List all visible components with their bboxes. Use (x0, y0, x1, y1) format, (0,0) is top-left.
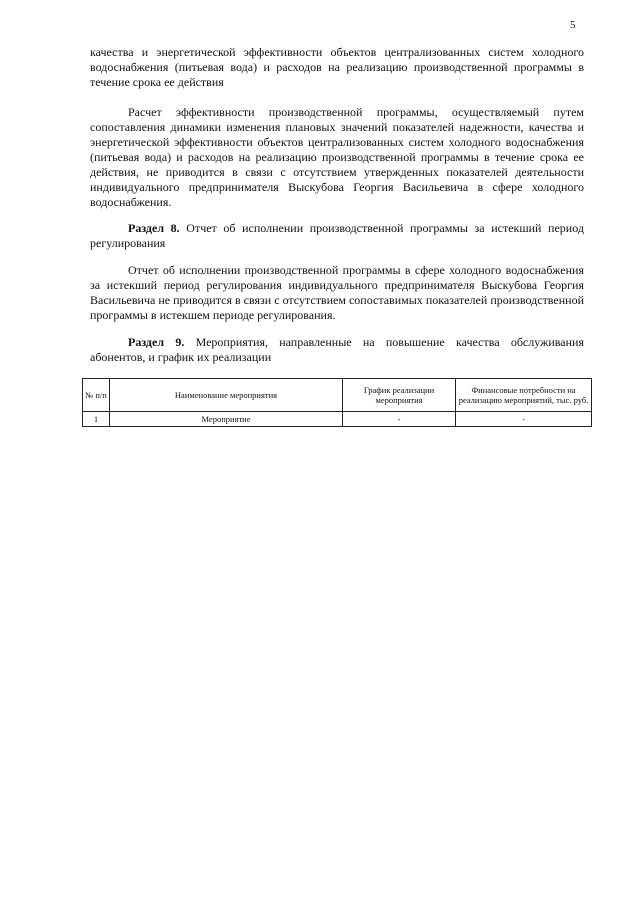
paragraph-efficiency (90, 105, 584, 210)
table-row (83, 412, 592, 427)
cell-num: 1 (83, 412, 110, 427)
section-heading (90, 335, 584, 365)
section-9-heading (90, 335, 584, 365)
section-title: Отчет об исполнении производственной программы за истекший период регулирования (90, 221, 584, 250)
paragraph-continuation (90, 45, 584, 90)
cell-name: Мероприятие (110, 412, 343, 427)
table-header-row (83, 379, 592, 412)
section-8-heading (90, 221, 584, 251)
paragraph-text: Расчет эффективности производственной программы, осуществляемый путем сопоставления динамики изменения плановых значений показателей надежности, качества и энергетической эффективности объектов централизованных систем холодного водоснабжения (питьевая вода) и расходов на реализацию производственной программы в течение срока ее действия, не приводится в связи с отсутствием утвержденных показателей деятельности индивидуального предпринимателя Выскубова Георгия Васильевича в сфере холодного водоснабжения. (90, 105, 584, 209)
header-finance: Финансовые потребности на реализацию мероприятий, тыс. руб. (456, 379, 592, 412)
paragraph-report (90, 263, 584, 323)
cell-finance: - (456, 412, 592, 427)
header-num: № п/п (83, 379, 110, 412)
paragraph-text: качества и энергетической эффективности объектов централизованных систем холодного водоснабжения (питьевая вода) и расходов на реализацию производственной программы в течение срока ее действия (90, 45, 584, 89)
header-name: Наименование мероприятия (110, 379, 343, 412)
page-number: 5 (570, 19, 576, 31)
activities-table (82, 378, 592, 427)
header-schedule: График реализации мероприятия (343, 379, 456, 412)
section-title: Мероприятия, направленные на повышение качества обслуживания абонентов, и график их реализации (90, 335, 584, 364)
section-label: Раздел 8. (128, 221, 180, 235)
section-heading (90, 221, 584, 251)
section-label: Раздел 9. (128, 335, 185, 349)
paragraph-text: Отчет об исполнении производственной программы в сфере холодного водоснабжения за истекший период регулирования индивидуального предпринимателя Выскубова Георгия Васильевича не приводится в связи с отсутствием сопоставимых показателей производственной программы в истекшем периоде регулирования. (90, 263, 584, 322)
cell-schedule: - (343, 412, 456, 427)
